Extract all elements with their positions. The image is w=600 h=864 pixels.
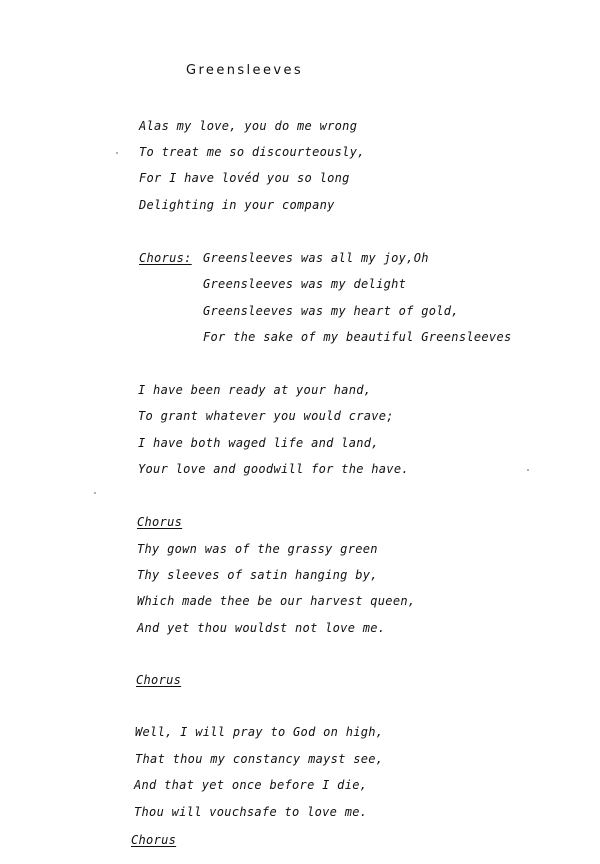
verse-2-line-1: I have been ready at your hand, [138,383,372,397]
chorus-line-2: Greensleeves was my delight [203,277,407,291]
verse-1-line-2: To treat me so discourteously, [139,145,365,159]
verse-1-line-4: Delighting in your company [139,198,335,212]
verse-4-line-3: And that yet once before I die, [134,778,368,792]
verse-3-line-1: Thy gown was of the grassy green [137,542,378,556]
chorus-line-1: Greensleeves was all my joy,Oh [203,251,429,265]
verse-1-line-1: Alas my love, you do me wrong [139,119,358,133]
verse-2-line-3: I have both waged life and land, [138,436,379,450]
verse-2-line-2: To grant whatever you would crave; [138,409,394,423]
verse-2-line-4: Your love and goodwill for the have. [138,462,409,476]
verse-1-line-3: For I have lovéd you so long [139,171,350,185]
scan-speck [94,492,96,494]
scan-speck [116,152,118,154]
verse-3-line-4: And yet thou wouldst not love me. [137,621,386,635]
verse-3-line-3: Which made thee be our harvest queen, [137,594,416,608]
chorus-line-4: For the sake of my beautiful Greensleeves [203,330,512,344]
chorus-label-3: Chorus [136,673,182,687]
verse-3-line-2: Thy sleeves of satin hanging by, [137,568,378,582]
verse-4-line-1: Well, I will pray to God on high, [135,725,384,739]
chorus-label-2: Chorus [137,515,183,529]
chorus-label-4: Chorus [131,833,177,847]
verse-4-line-4: Thou will vouchsafe to love me. [134,805,368,819]
verse-4-line-2: That thou my constancy mayst see, [135,752,384,766]
chorus-label: Chorus: [139,251,192,265]
scan-speck [527,469,529,471]
chorus-line-3: Greensleeves was my heart of gold, [203,304,459,318]
song-title: Greensleeves [186,63,304,78]
